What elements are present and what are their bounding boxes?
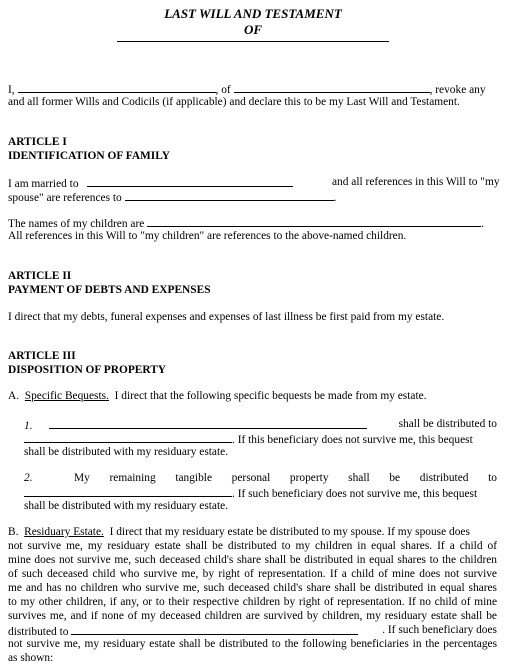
article-2-subheading: PAYMENT OF DEBTS AND EXPENSES	[8, 284, 211, 296]
article-2-text: I direct that my debts, funeral expenses and expenses of last illness be first paid from my estate.	[8, 311, 445, 323]
married-text-b: and all references in this Will to "my	[332, 176, 500, 188]
residuary-as-shown: as shown:	[8, 652, 54, 664]
residuary-line-5: to my other children, if any, or to their respective children by right of representation. If no child of mine	[8, 596, 497, 608]
specific-bequests-text: I direct that the following specific bequests be made from my estate.	[114, 390, 427, 402]
spouse-reference-blank[interactable]	[125, 190, 334, 201]
intro-i: I,	[8, 84, 15, 96]
article-1-heading: ARTICLE I	[8, 136, 67, 148]
article-3-heading: ARTICLE III	[8, 350, 76, 362]
residuary-dist-a: distributed to	[8, 626, 69, 638]
item-1-survive: . If this beneficiary does not survive me, this bequest	[232, 434, 473, 446]
specific-bequests-line	[8, 390, 427, 404]
residuary-beneficiary-blank[interactable]	[71, 624, 358, 635]
spouse-name-blank[interactable]	[87, 176, 293, 187]
item-1-residuary: shall be distributed with my residuary estate.	[24, 446, 229, 458]
children-period: .	[481, 218, 485, 230]
intro-of: , of	[215, 84, 231, 96]
item-2-number: 2.	[24, 472, 33, 484]
married-text-c: spouse" are references to	[8, 192, 122, 204]
children-text-a: The names of my children are	[8, 218, 145, 230]
item-1-bequest-blank[interactable]	[49, 418, 367, 429]
specific-bequests-title: Specific Bequests.	[24, 390, 109, 402]
article-2-heading: ARTICLE II	[8, 270, 72, 282]
children-names-blank[interactable]	[147, 216, 481, 227]
married-text-a: I am married to	[8, 178, 79, 190]
children-text-b: All references in this Will to "my children" are references to the above-named children.	[8, 230, 407, 242]
document-title-of: OF	[243, 22, 263, 37]
item-1-number: 1.	[24, 420, 33, 432]
testator-name-field[interactable]	[117, 41, 389, 42]
testator-name-blank[interactable]	[18, 82, 216, 93]
residuary-first-line	[8, 526, 470, 540]
residuary-last-line: not survive me, my residuary estate shall be distributed to the following beneficiaries in the percentages	[8, 638, 497, 650]
intro-revoke: , revoke any	[429, 84, 486, 96]
document-title: LAST WILL AND TESTAMENT	[164, 6, 342, 21]
spouse-refers-line	[8, 190, 336, 206]
item-1-dist: shall be distributed to	[398, 418, 497, 430]
item-2-text: My remaining tangible personal property shall be distributed to	[74, 472, 497, 484]
intro-line-2: and all former Wills and Codicils (if applicable) and declare this to be my Last Will and Testament.	[8, 96, 460, 108]
residuary-line-4: me and has no children who survive me, such deceased child's share shall be distributed in equal shares	[8, 582, 497, 594]
residuary-line-6: survives me, and if none of my deceased children are survived by children, my residuary estate shall be	[8, 610, 497, 622]
article-1-subheading: IDENTIFICATION OF FAMILY	[8, 150, 171, 162]
married-period: .	[333, 192, 337, 204]
item-2-beneficiary-blank[interactable]	[24, 486, 232, 497]
residuary-first-text: I direct that my residuary estate be distributed to my spouse. If my spouse does	[109, 526, 470, 538]
testator-address-blank[interactable]	[234, 82, 430, 93]
item-2-survive: . If such beneficiary does not survive me, this bequest	[232, 488, 478, 500]
section-a-label: A.	[8, 390, 20, 402]
residuary-dist-b: . If such beneficiary does	[382, 624, 497, 636]
article-3-subheading: DISPOSITION OF PROPERTY	[8, 364, 167, 376]
item-2-residuary: shall be distributed with my residuary estate.	[24, 500, 229, 512]
residuary-line-1: not survive me, my residuary estate shall be distributed to my children in equal shares. If a child of	[8, 540, 497, 552]
item-1-beneficiary-blank[interactable]	[24, 432, 232, 443]
residuary-line-3: of such deceased child who survive me, by right of representation. If a child of mine does not survive	[8, 568, 497, 580]
residuary-line-2: mine does not survive me, such deceased child's share shall be distributed in equal shares to the children	[8, 554, 497, 566]
section-b-label: B.	[8, 526, 19, 538]
residuary-estate-title: Residuary Estate.	[24, 526, 104, 538]
